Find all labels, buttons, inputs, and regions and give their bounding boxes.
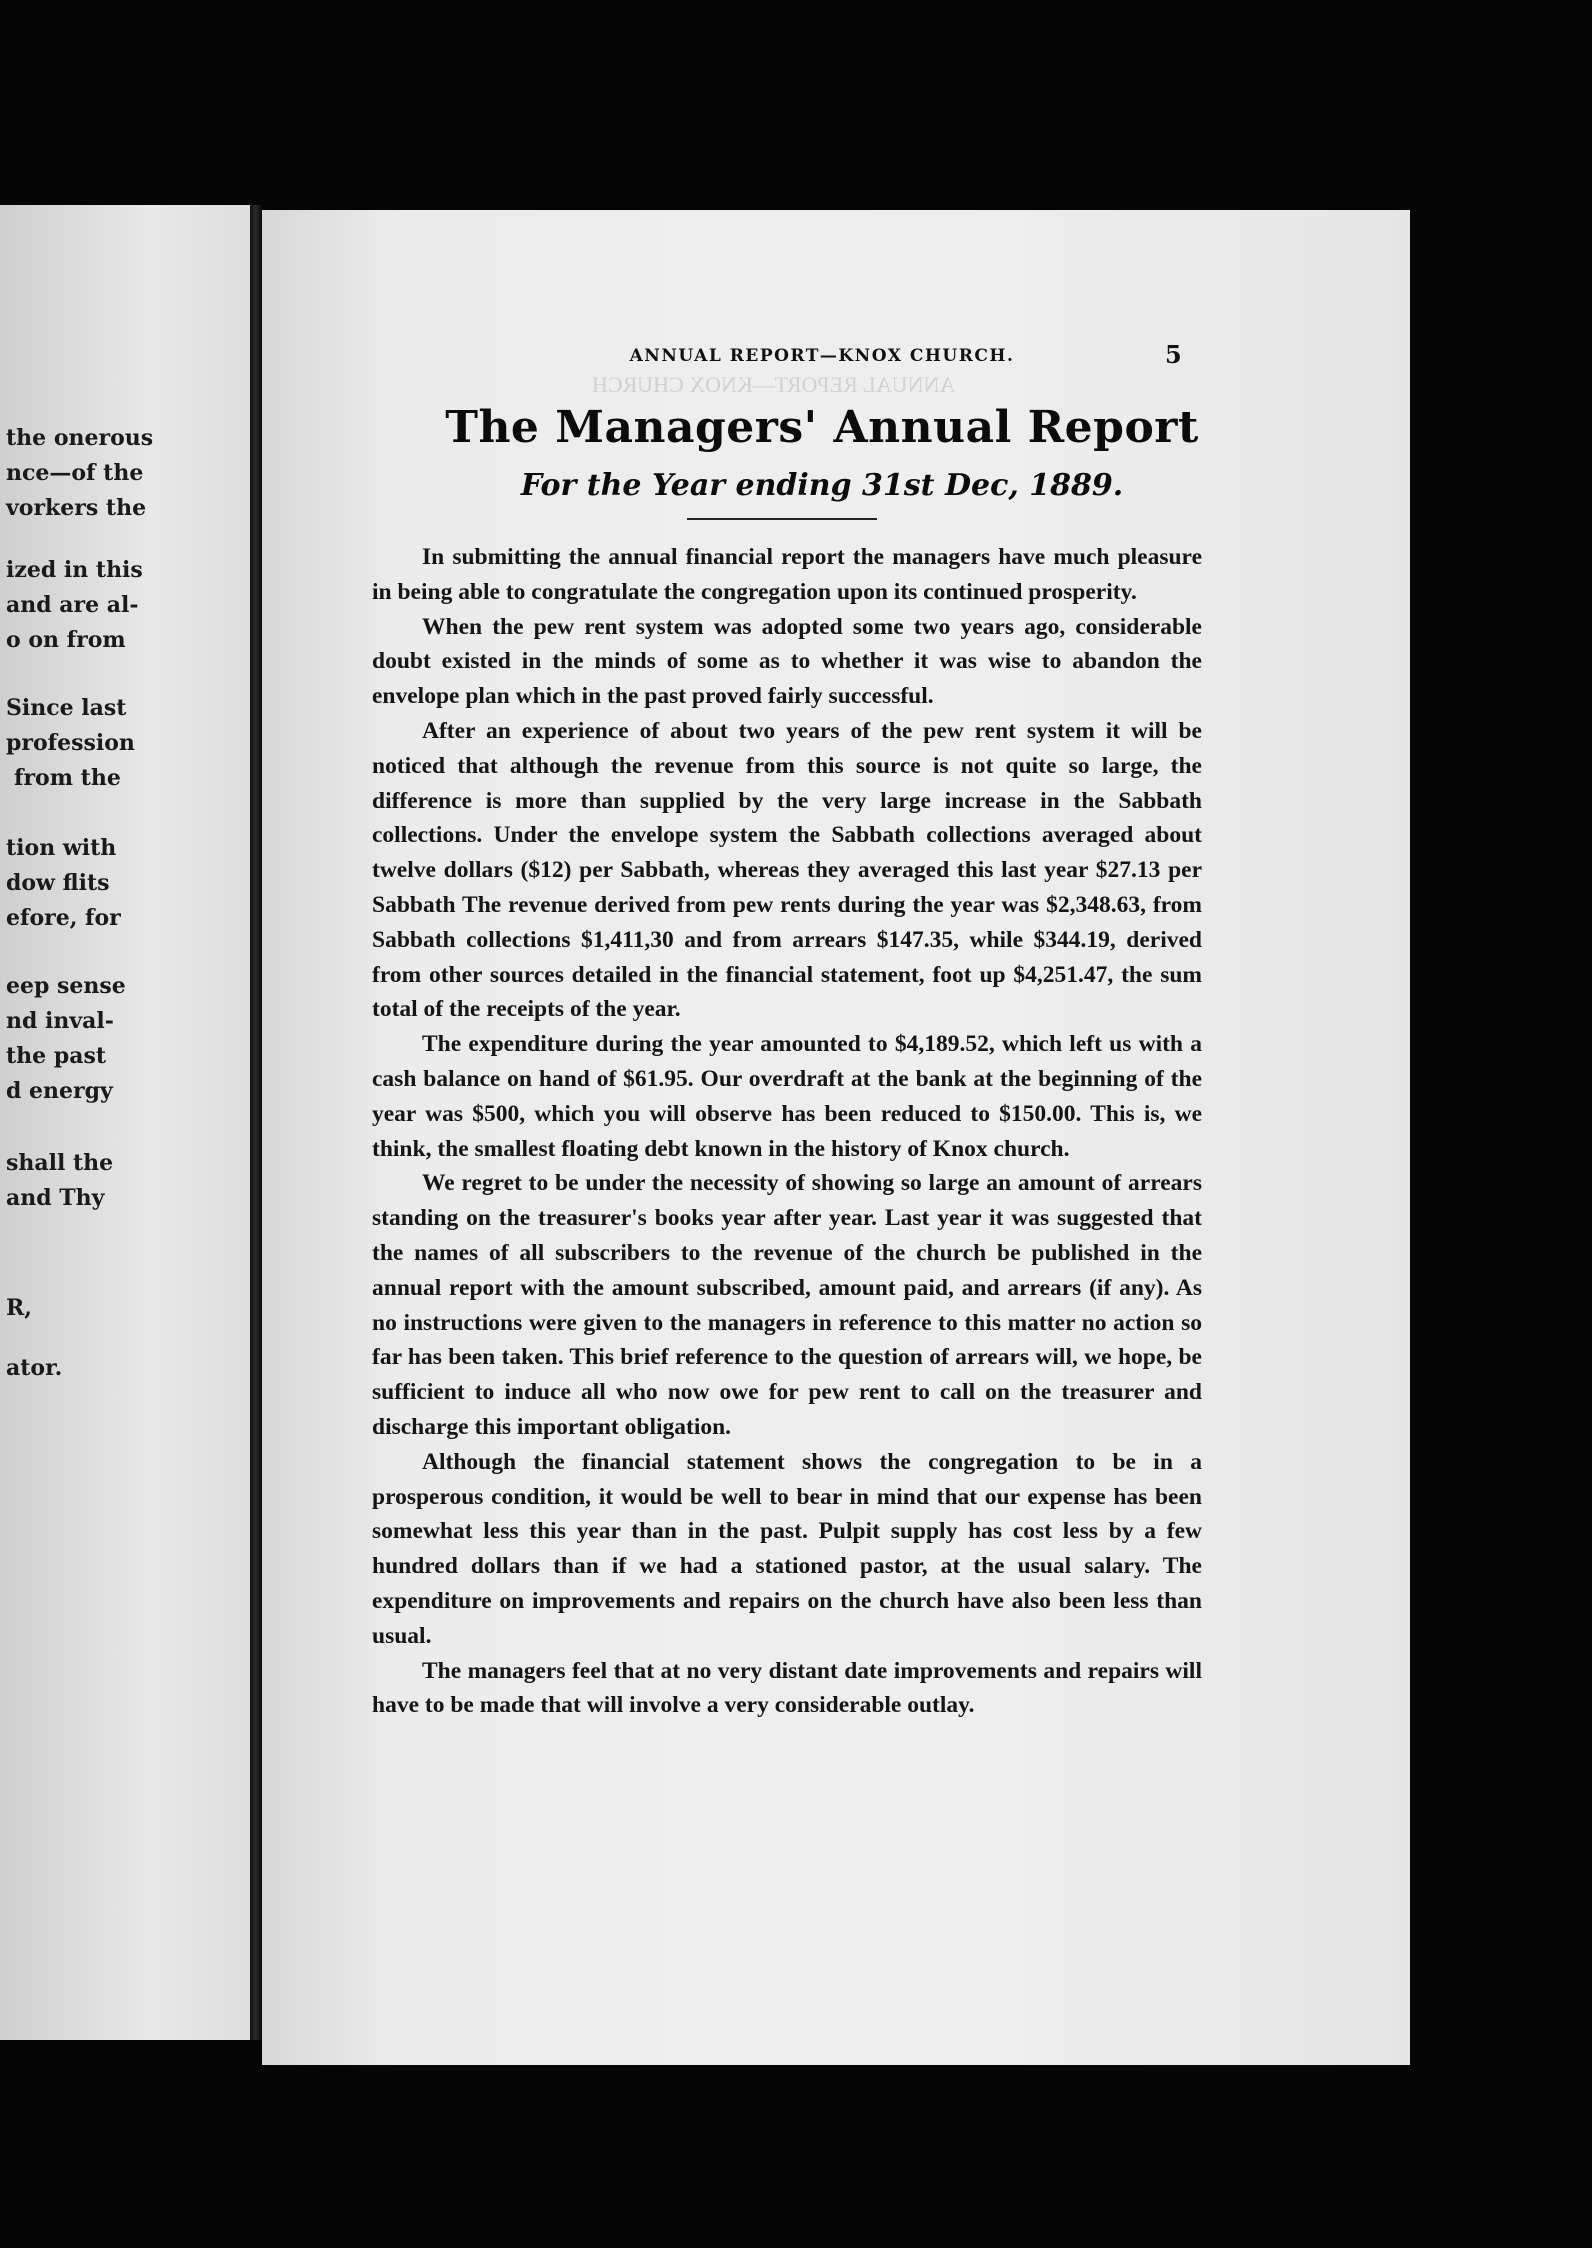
left-text-line: tion with [6,835,117,861]
left-text-line: Since last [6,695,127,721]
left-text-line: nd inval- [6,1008,114,1034]
left-text-line: the onerous [6,425,154,451]
left-text-line: dow flits [6,870,110,896]
left-text-line: o on from [6,627,126,653]
paragraph: The expenditure during the year amounted to $4,189.52, which left us with a cash balance on hand of $61.95. Our overdraft at the bank at the beginning of the year was $500, which you will observe has been reduced to $150.00. This is, we think, the smallest floating debt known in the history of Knox church. [372,1031,1202,1162]
bleed-through-text: ANNUAL REPORT—KNOX CHURCH [592,372,956,397]
paragraph: When the pew rent system was adopted some two years ago, considerable doubt existed in the minds of some as to whether it was wise to abandon the envelope plan which in the past proved fairly successful. [372,613,1202,710]
paragraph: In submitting the annual financial report the managers have much pleasure in being able to congratulate the congregation upon its continued prosperity. [372,544,1202,605]
left-text-line: shall the [6,1150,114,1176]
report-title: The Managers' Annual Report [445,402,1199,453]
left-page [0,205,250,2040]
book-gutter [250,205,262,2040]
left-text-line: and Thy [6,1185,105,1211]
page-number: 5 [1165,340,1182,369]
left-text-line: R, [6,1295,32,1321]
report-body [372,540,1202,1723]
title-rule [687,518,877,520]
paragraph: After an experience of about two years of the pew rent system it will be noticed that although the revenue from this source is not quite so large, the difference is more than supplied by the very large increase in the Sabbath collections. Under the envelope system the Sabbath collections averaged about twelve dollars ($12) per Sabbath, whereas they averaged this last year $27.13 per Sabbath The revenue derived from pew rents during the year was $2,348.63, from Sabbath collections $1,411,30 and from arrears $147.35, while $344.19, derived from other sources detailed in the financial statement, foot up $4,251.47, the sum total of the receipts of the year. [372,717,1202,1023]
left-text-line: and are al- [6,592,139,618]
left-text-line: ized in this [6,557,143,583]
left-text-line: nce—of the [6,460,144,486]
left-text-line: the past [6,1043,106,1069]
left-text-line: ator. [6,1355,63,1381]
report-subtitle: For the Year ending 31st Dec, 1889. [520,468,1124,503]
left-text-line: profession [6,730,135,756]
right-page [262,210,1410,2065]
left-text-line: from the [14,765,121,791]
paragraph: The managers feel that at no very distant date improvements and repairs will have to be made that will involve a very considerable outlay. [372,1657,1202,1719]
paragraph: Although the financial statement shows the congregation to be in a prosperous condition, it would be well to bear in mind that our expense has been somewhat less this year than in the past. Pulpit supply has cost less by a few hundred dollars than if we had a stationed pastor, at the usual salary. The expenditure on improvements and repairs on the church have also been less than usual. [372,1448,1202,1649]
left-text-line: d energy [6,1078,113,1104]
paragraph: We regret to be under the necessity of showing so large an amount of arrears standing on the treasurer's books year after year. Last year it was suggested that the names of all subscribers to the revenue of the church be published in the annual report with the amount subscribed, amount paid, and arrears (if any). As no instructions were given to the managers in reference to this matter no action so far has been taken. This brief reference to the question of arrears will, we hope, be sufficient to induce all who now owe for pew rent to call on the treasurer and discharge this important obligation. [372,1170,1202,1440]
left-text-line: eep sense [6,973,126,999]
left-text-line: vorkers the [6,495,147,521]
running-header: ANNUAL REPORT—KNOX CHURCH. [629,346,1015,366]
left-text-line: efore, for [6,905,121,931]
